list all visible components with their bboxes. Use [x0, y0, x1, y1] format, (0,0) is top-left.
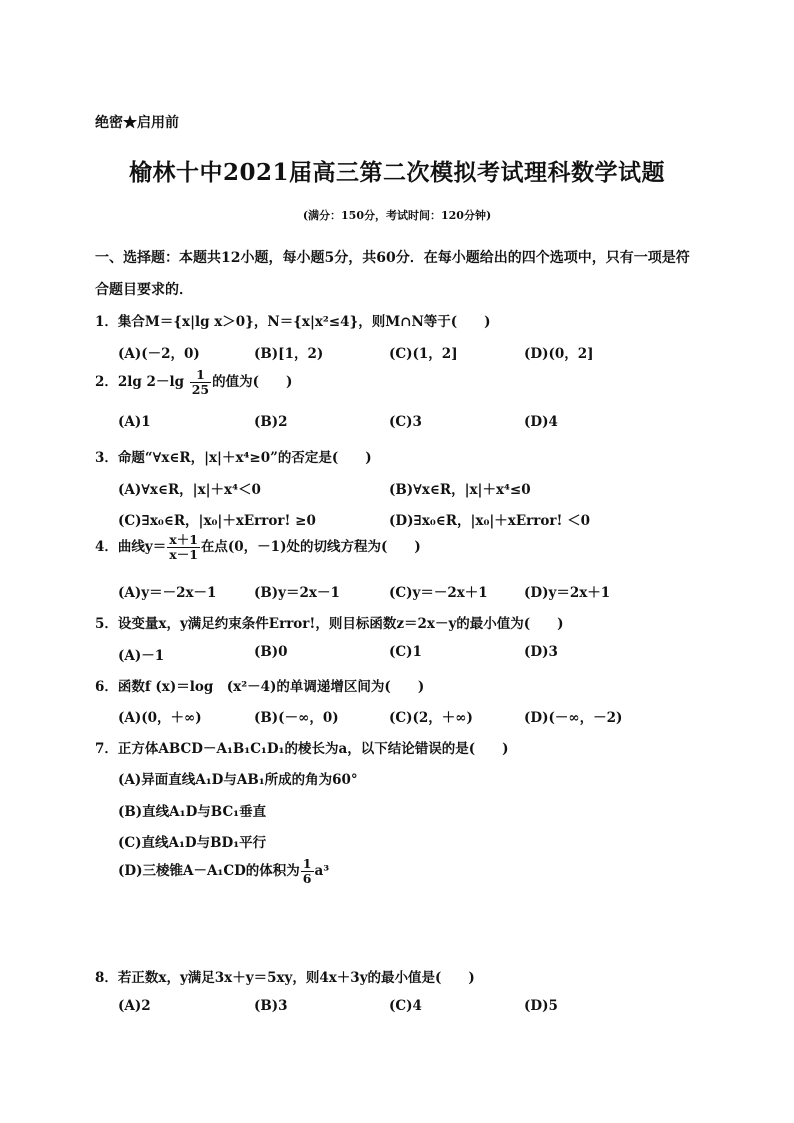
- question-7-option-d-fraction: [301, 858, 314, 885]
- question-4-stem-suffix: 在点(0，－1)处的切线方程为( ): [200, 539, 421, 555]
- question-7-option-d-prefix: (D)三棱锥A－A₁CD的体积为: [118, 863, 300, 879]
- question-8-option-a: (A)2: [118, 998, 151, 1014]
- question-4-option-c: (C)y＝－2x＋1: [389, 585, 488, 601]
- page-title: 榆林十中2021届高三第二次模拟考试理科数学试题: [128, 159, 665, 186]
- question-3-option-b: (B)∀x∈R，|x|＋x⁴≤0: [389, 482, 531, 498]
- question-7-option-d-numerator: 1: [302, 856, 312, 871]
- question-4-stem-prefix: 4．曲线y＝: [95, 539, 167, 555]
- question-1-stem: 1．集合M＝{x|lg x＞0}，N＝{x|x²≤4}，则M∩N等于( ): [95, 314, 491, 330]
- question-2-fraction-numerator: 1: [196, 367, 205, 382]
- question-2-option-d: (D)4: [524, 414, 558, 430]
- question-7-option-a: (A)异面直线A₁D与AB₁所成的角为60°: [118, 772, 358, 788]
- question-7-option-d-denominator: 6: [302, 870, 312, 886]
- question-4-fraction-denominator: x－1: [169, 546, 198, 562]
- question-5-option-a: (A)－1: [118, 648, 165, 664]
- section-intro-line1: 一、选择题：本题共12小题，每小题5分，共60分．在每小题给出的四个选项中，只有一项是符: [95, 250, 690, 266]
- question-4-fraction-numerator: x＋1: [169, 532, 198, 547]
- question-3-option-a: (A)∀x∈R，|x|＋x⁴＜0: [118, 482, 261, 498]
- question-1-option-a: (A)(－2，0): [118, 346, 200, 362]
- question-2-stem-suffix: 的值为( ): [212, 374, 293, 390]
- secret-label: 绝密★启用前: [95, 115, 179, 131]
- question-3-option-c: (C)∃x₀∈R，|x₀|＋xError! ≥0: [118, 513, 316, 529]
- question-2-option-b: (B)2: [254, 414, 288, 430]
- question-7-option-d: [118, 858, 329, 885]
- question-1-option-d: (D)(0，2]: [524, 346, 594, 362]
- question-4-option-a: (A)y＝－2x－1: [118, 585, 217, 601]
- question-5-option-d: (D)3: [524, 644, 558, 660]
- question-8-option-c: (C)4: [389, 998, 422, 1014]
- question-5-option-c: (C)1: [389, 644, 422, 660]
- exam-info: (满分：150分，考试时间：120分钟): [302, 209, 492, 222]
- question-6-stem: 6．函数f (x)＝log (x²－4)的单调递增区间为( ): [95, 679, 425, 695]
- question-7-stem: 7．正方体ABCD－A₁B₁C₁D₁的棱长为a，以下结论错误的是( ): [95, 741, 509, 757]
- question-6-option-b: (B)(－∞，0): [254, 710, 339, 726]
- question-7-option-b: (B)直线A₁D与BC₁垂直: [118, 804, 267, 820]
- question-2-fraction: [190, 369, 211, 396]
- question-7-option-c: (C)直线A₁D与BD₁平行: [118, 835, 267, 851]
- question-2-fraction-denominator: 25: [191, 381, 210, 397]
- question-8-option-b: (B)3: [254, 998, 288, 1014]
- question-8-option-d: (D)5: [524, 998, 558, 1014]
- question-7-option-d-suffix: a³: [314, 863, 330, 879]
- question-5-option-b: (B)0: [254, 644, 288, 660]
- question-5-stem: 5．设变量x，y满足约束条件Error!，则目标函数z＝2x－y的最小值为( ): [95, 616, 564, 632]
- question-1-option-c: (C)(1，2]: [389, 346, 458, 362]
- question-3-option-d: (D)∃x₀∈R，|x₀|＋xError! ＜0: [389, 513, 591, 529]
- question-1-option-b: (B)[1，2): [254, 346, 324, 362]
- question-8-stem: 8．若正数x，y满足3x＋y＝5xy，则4x＋3y的最小值是( ): [95, 970, 475, 986]
- question-6-option-c: (C)(2，＋∞): [389, 710, 473, 726]
- question-6-option-a: (A)(0，＋∞): [118, 710, 202, 726]
- section-intro-line2: 合题目要求的．: [95, 282, 193, 298]
- question-4-stem: [95, 534, 421, 561]
- question-4-option-b: (B)y＝2x－1: [254, 585, 340, 601]
- question-2-stem-prefix: 2．2lg 2－lg: [95, 374, 189, 390]
- question-2-option-a: (A)1: [118, 414, 151, 430]
- question-4-fraction: [167, 534, 200, 561]
- question-6-option-d: (D)(－∞，－2): [524, 710, 623, 726]
- question-2-option-c: (C)3: [389, 414, 422, 430]
- question-3-stem: 3．命题“∀x∈R，|x|＋x⁴≥0”的否定是( ): [95, 450, 372, 466]
- question-4-option-d: (D)y＝2x＋1: [524, 585, 611, 601]
- question-2-stem: [95, 369, 292, 396]
